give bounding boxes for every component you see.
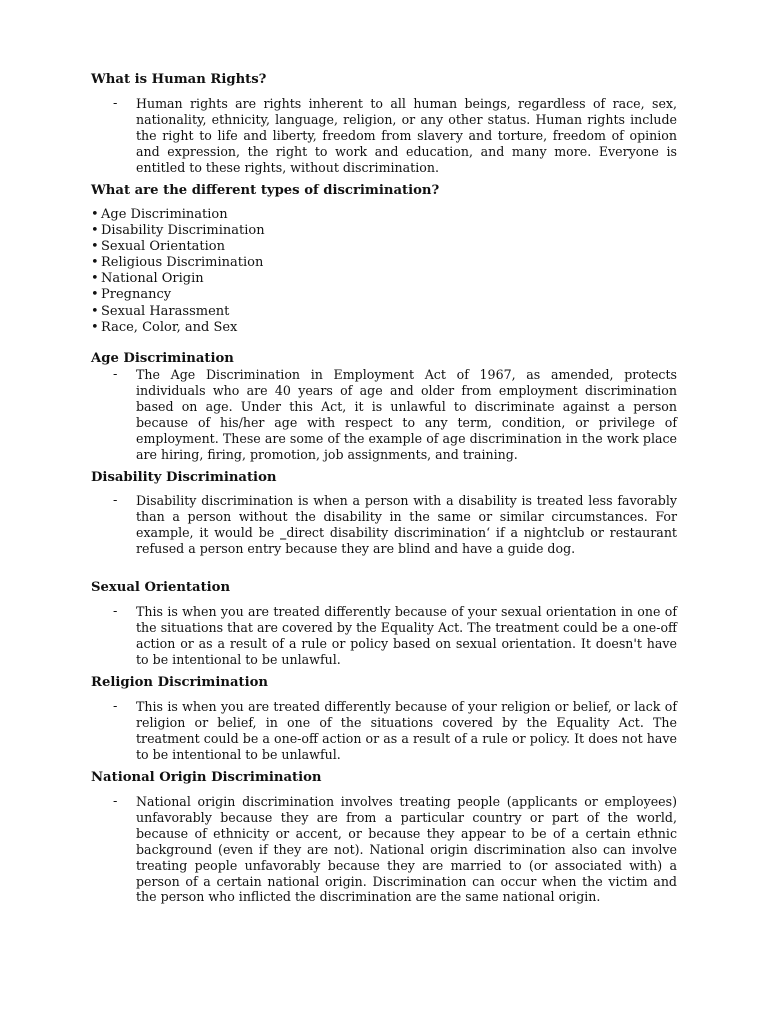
list-item — [91, 207, 491, 223]
list-item-text: Sexual Harassment — [101, 303, 230, 319]
list-item — [91, 255, 491, 271]
bullet-marker: • — [91, 287, 99, 303]
dash-marker: - — [113, 794, 118, 809]
dash-marker: - — [113, 367, 118, 382]
discrimination-types-list — [91, 207, 491, 336]
bullet-marker: • — [91, 239, 99, 255]
heading-national-origin-discrimination: National Origin Discrimination — [91, 770, 322, 785]
paragraph-sexual-orientation: This is when you are treated differently because of your sexual orientation in one of the situations that are covered by the Equality Act. The treatment could be a one-off action or as a result of a rule or policy based on sexual orientation. It doesn't have to be intentional to be unlawful. — [136, 604, 677, 667]
list-item — [91, 287, 491, 303]
list-item-text: Pregnancy — [101, 287, 172, 303]
dash-marker: - — [113, 604, 118, 619]
list-item — [91, 320, 491, 336]
list-item-text: Disability Discrimination — [101, 223, 265, 239]
paragraph-national-origin-discrimination: National origin discrimination involves treating people (applicants or employees) unfavorably because they are from a particular country or part of the world, because of ethnicity or accent, or because they appear to be of a certain ethnic background (even if they are not). National origin discrimination also can involve treating people unfavorably because they are married to (or associated with) a person of a certain national origin. Discrimination can occur when the victim and the person who inflicted the discrimination are the same national origin. — [136, 794, 677, 905]
list-item-text: Race, Color, and Sex — [101, 319, 238, 335]
list-item-text: National Origin — [101, 271, 204, 287]
list-item — [91, 304, 491, 320]
dash-marker: - — [113, 699, 118, 714]
paragraph-age-discrimination: The Age Discrimination in Employment Act of 1967, as amended, protects individuals who are 40 years of age and older from employment discrimination based on age. Under this Act, it is unlawful to discriminate against a person because of his/her age with respect to any term, condition, or privilege of employment. These are some of the example of age discrimination in the work place are hiring, firing, promotion, job assignments, and training. — [136, 367, 677, 462]
heading-age-discrimination: Age Discrimination — [91, 351, 234, 366]
heading-types-of-discrimination: What are the different types of discrimination? — [91, 183, 440, 198]
heading-disability-discrimination: Disability Discrimination — [91, 470, 277, 485]
list-item — [91, 239, 491, 255]
bullet-marker: • — [91, 303, 99, 319]
heading-religion-discrimination: Religion Discrimination — [91, 675, 269, 690]
bullet-marker: • — [91, 271, 99, 287]
paragraph-religion-discrimination: This is when you are treated differently because of your religion or belief, or lack of religion or belief, in one of the situations covered by the Equality Act. The treatment could be a one-off action or as a result of a rule or policy. It does not have to be intentional to be unlawful. — [136, 699, 677, 762]
heading-sexual-orientation: Sexual Orientation — [91, 580, 231, 595]
list-item-text: Sexual Orientation — [101, 239, 225, 255]
paragraph-human-rights: Human rights are rights inherent to all human beings, regardless of race, sex, nationality, ethnicity, language, religion, or any other status. Human rights include the right to life and liberty, freedom from slavery and torture, freedom of opinion and expression, the right to work and education, and many more. Everyone is entitled to these rights, without discrimination. — [136, 96, 677, 175]
list-item — [91, 271, 491, 287]
bullet-marker: • — [91, 255, 99, 271]
bullet-marker: • — [91, 207, 99, 222]
list-item-text: Religious Discrimination — [101, 255, 264, 271]
dash-marker: - — [113, 493, 118, 508]
list-item — [91, 223, 491, 239]
paragraph-disability-discrimination: Disability discrimination is when a person with a disability is treated less favorably than a person without the disability in the same or similar circumstances. For example, it would be ‗direct disability discrimination‘ if a nightclub or restaurant refused a person entry because they are blind and have a guide dog. — [136, 493, 677, 556]
bullet-marker: • — [91, 319, 99, 335]
list-item-text: Age Discrimination — [101, 207, 228, 222]
dash-marker: - — [113, 96, 118, 111]
heading-what-is-human-rights: What is Human Rights? — [91, 72, 267, 87]
bullet-marker: • — [91, 223, 99, 239]
